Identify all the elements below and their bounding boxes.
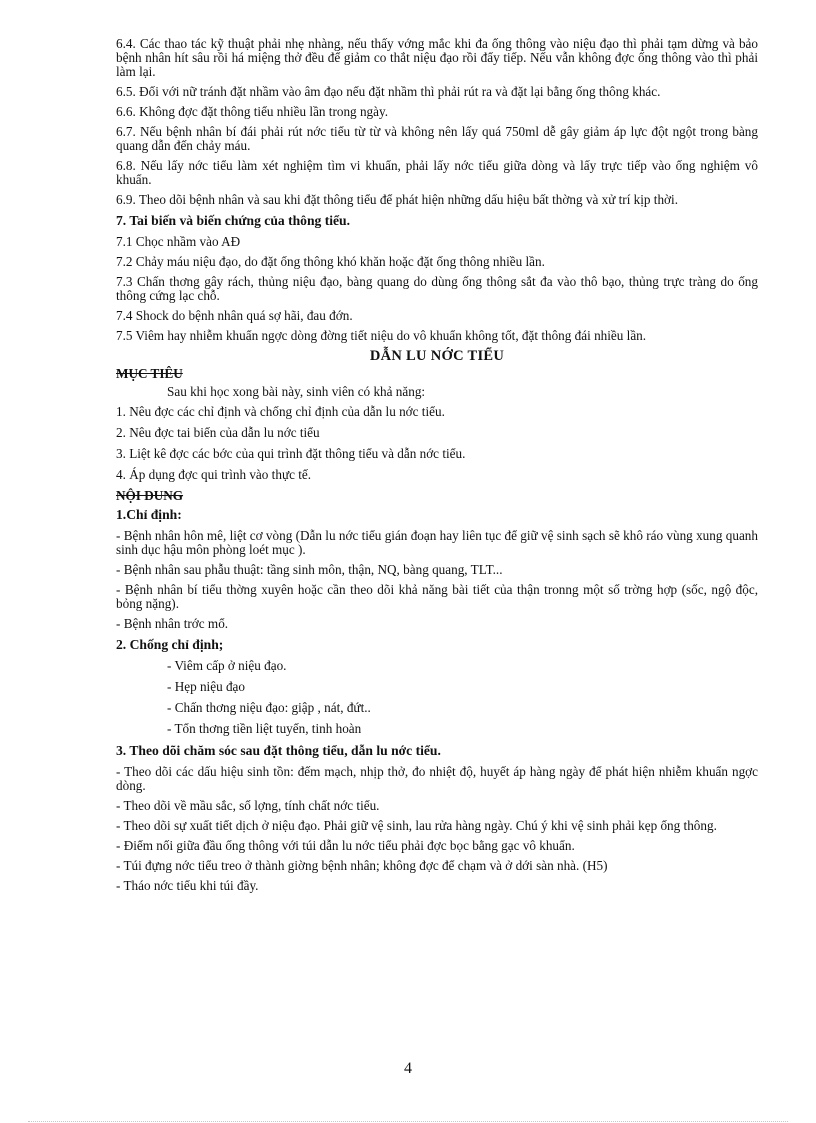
- section-title: DẪN LU NỚC TIỂU: [369, 348, 505, 364]
- paragraph-6-5: 6.5. Đối với nữ tránh đặt nhầm vào âm đạo nếu đặt nhầm thì phải rút ra và đặt lại bằng ống thông khác.: [116, 84, 661, 99]
- content-label: NỘI DUNG: [116, 488, 184, 503]
- indication-item: - Bệnh nhân hôn mê, liệt cơ vòng (Dẫn lu nớc tiểu gián đoạn hay liên tục để giữ vệ sinh sạch sẽ khô ráo vùng xung quanh sinh dục hậu môn phòng loét mục ).: [116, 528, 758, 557]
- page-number: 4: [404, 1060, 412, 1077]
- care-item: - Theo dõi về mầu sắc, số lợng, tính chất nớc tiểu.: [116, 798, 380, 813]
- objectives-intro: Sau khi học xong bài này, sinh viên có khả năng:: [167, 384, 426, 399]
- heading-contraindications: 2. Chống chỉ định;: [116, 637, 224, 652]
- heading-complications: 7. Tai biến và biến chứng của thông tiểu.: [116, 213, 351, 228]
- care-item: - Theo dõi sự xuất tiết dịch ở niệu đạo. Phải giữ vệ sinh, lau rửa hàng ngày. Chú ý khi vệ sinh phải kẹp ống thông.: [116, 818, 717, 833]
- contraindication-item: - Viêm cấp ở niệu đạo.: [167, 658, 287, 673]
- paragraph-7-3: 7.3 Chấn thơng gây rách, thủng niệu đạo, bàng quang do dùng ống thông sắt đa vào thô bạo, thủng trực tràng do ống thông cứng lạc chỗ.: [116, 274, 758, 303]
- care-item: - Điểm nối giữa đầu ống thông với túi dẫn lu nớc tiểu phải đợc bọc bằng gạc vô khuẩn.: [116, 838, 575, 853]
- paragraph-6-6: 6.6. Không đợc đặt thông tiểu nhiều lần trong ngày.: [116, 104, 389, 119]
- heading-aftercare: 3. Theo dõi chăm sóc sau đặt thông tiểu, dẫn lu nớc tiểu.: [116, 743, 441, 758]
- paragraph-7-5: 7.5 Viêm hay nhiễm khuẩn ngợc dòng đờng tiết niệu do vô khuẩn không tốt, đặt thông đái nhiều lần.: [116, 328, 647, 343]
- objective-item: 2. Nêu đợc tai biến của dẫn lu nớc tiểu: [116, 425, 320, 440]
- indication-item: - Bệnh nhân sau phẫu thuật: tầng sinh môn, thận, NQ, bàng quang, TLT...: [116, 562, 503, 577]
- objective-item: 3. Liệt kê đợc các bớc của qui trình đặt thông tiểu và dẫn nớc tiểu.: [116, 446, 466, 461]
- contraindication-item: - Tổn thơng tiền liệt tuyến, tinh hoàn: [167, 721, 362, 736]
- care-item: - Túi đựng nớc tiểu treo ở thành giờng bệnh nhân; không đợc để chạm và ở dới sàn nhà. (H5): [116, 858, 608, 873]
- paragraph-7-1: 7.1 Chọc nhầm vào AĐ: [116, 234, 241, 249]
- paragraph-6-4: 6.4. Các thao tác kỹ thuật phải nhẹ nhàng, nếu thấy vớng mắc khi đa ống thông vào niệu đạo thì phải tạm dừng và bảo bệnh nhân hít sâu rồi há miệng thở đều để giảm co thắt niệu đạo rồi đẩy tiếp. Nếu vẫn không đợc ống thông vào thì phải làm lại.: [116, 36, 758, 79]
- paragraph-7-4: 7.4 Shock do bệnh nhân quá sợ hãi, đau đớn.: [116, 308, 353, 323]
- paragraph-7-2: 7.2 Chảy máu niệu đạo, do đặt ống thông khó khăn hoặc đặt ống thông nhiều lần.: [116, 254, 545, 269]
- indication-item: - Bệnh nhân bí tiểu thờng xuyên hoặc cần theo dõi khả năng bài tiết của thận tronng một số trờng hợp (sốc, ngộ độc, bỏng nặng).: [116, 582, 758, 611]
- paragraph-6-8: 6.8. Nếu lấy nớc tiểu làm xét nghiệm tìm vi khuẩn, phải lấy nớc tiểu giữa dòng và lấy trực tiếp vào ống nghiệm vô khuẩn.: [116, 158, 758, 187]
- objective-item: 4. Áp dụng đợc qui trình vào thực tế.: [116, 467, 312, 482]
- objectives-label: MỤC TIÊU: [116, 366, 183, 381]
- page-content: [116, 37, 758, 899]
- heading-indications: 1.Chỉ định:: [116, 507, 182, 522]
- page-bottom-divider: [28, 1121, 788, 1122]
- paragraph-6-7: 6.7. Nếu bệnh nhân bí đái phải rút nớc tiểu từ từ và không nên lấy quá 750ml dễ gây giảm áp lực đột ngột trong bàng quang dẫn đến chảy máu.: [116, 124, 758, 153]
- care-item: - Theo dõi các dấu hiệu sinh tồn: đếm mạch, nhịp thở, đo nhiệt độ, huyết áp hàng ngày để phát hiện nhiễm khuẩn ngợc dòng.: [116, 764, 758, 793]
- paragraph-6-9: 6.9. Theo dõi bệnh nhân và sau khi đặt thông tiểu để phát hiện những dấu hiệu bất thờng và xử trí kịp thời.: [116, 192, 678, 207]
- contraindication-item: - Hẹp niệu đạo: [167, 679, 245, 694]
- care-item: - Tháo nớc tiểu khi túi đầy.: [116, 878, 259, 893]
- contraindication-item: - Chấn thơng niệu đạo: giập , nát, đứt..: [167, 700, 371, 715]
- objective-item: 1. Nêu đợc các chỉ định và chống chỉ định của dẫn lu nớc tiểu.: [116, 404, 445, 419]
- indication-item: - Bệnh nhân trớc mổ.: [116, 616, 229, 631]
